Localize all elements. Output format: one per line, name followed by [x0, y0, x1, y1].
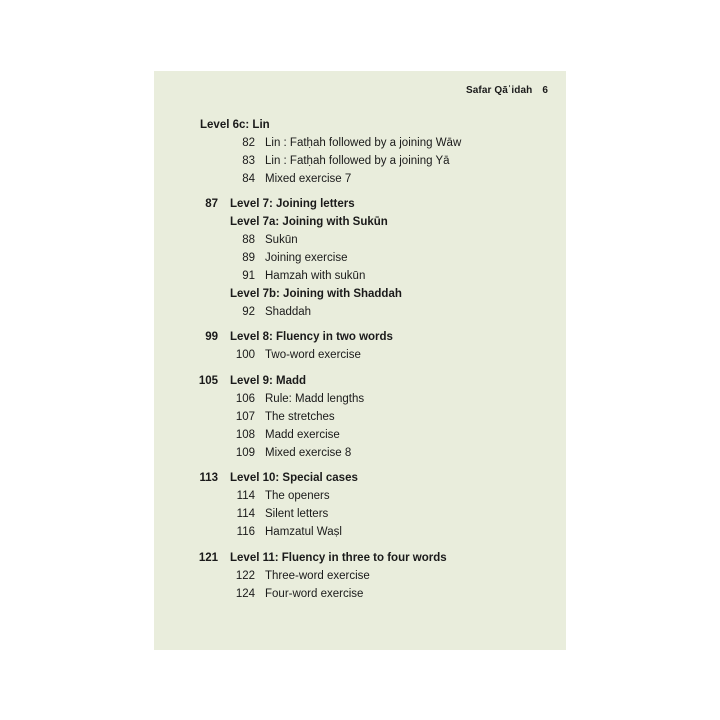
toc-entry-title: Sukūn: [265, 234, 298, 246]
toc-page-number: 100: [235, 349, 255, 361]
toc-section-heading: Level 7b: Joining with Shaddah: [230, 288, 402, 300]
toc-level-heading: Level 11: Fluency in three to four words: [230, 552, 447, 564]
toc-page-number: 83: [242, 155, 255, 167]
toc-entry-title: Mixed exercise 8: [265, 447, 352, 459]
toc-page-number: 124: [235, 588, 255, 600]
toc-page-number: 122: [235, 570, 255, 582]
toc-entry-title: The openers: [265, 490, 330, 502]
toc-entry-title: Two-word exercise: [265, 349, 361, 361]
toc-entry-title: The stretches: [265, 411, 335, 423]
toc-entry-title: Hamzah with sukūn: [265, 270, 366, 282]
toc-page-number: 114: [236, 490, 255, 502]
toc-page-number: 114: [236, 508, 255, 520]
toc-level-page-number: 87: [205, 198, 218, 210]
header-title: Safar Qāʾidah: [466, 85, 533, 96]
toc-page-number: 107: [235, 411, 255, 423]
book-page: [154, 71, 566, 650]
toc-entry-title: Four-word exercise: [265, 588, 364, 600]
toc-level-heading: Level 7: Joining letters: [230, 198, 355, 210]
toc-entry-title: Lin : Fatḥah followed by a joining Wāw: [265, 137, 462, 149]
toc-level-heading: Level 10: Special cases: [230, 472, 358, 484]
toc-level-page-number: 121: [198, 552, 218, 564]
running-header: [466, 85, 548, 96]
toc-level-page-number: 113: [199, 472, 218, 484]
toc-page-number: 116: [236, 526, 255, 538]
header-page-number: 6: [542, 85, 548, 96]
toc-page-number: 82: [242, 137, 255, 149]
toc-entry-title: Joining exercise: [265, 252, 348, 264]
toc-page-number: 108: [235, 429, 255, 441]
toc-entry-title: Silent letters: [265, 508, 329, 520]
toc-page-number: 84: [242, 173, 255, 185]
toc-level-page-number: 105: [198, 375, 218, 387]
toc-section-heading: Level 6c: Lin: [200, 119, 270, 131]
toc-entry-title: Hamzatul Waṣl: [265, 526, 342, 538]
toc-entry-title: Rule: Madd lengths: [265, 393, 365, 405]
toc-entry-title: Madd exercise: [265, 429, 340, 441]
toc-entry-title: Mixed exercise 7: [265, 173, 352, 185]
toc-level-heading: Level 9: Madd: [230, 375, 307, 387]
toc-page-number: 109: [235, 447, 255, 459]
toc-entry-title: Shaddah: [265, 306, 312, 318]
toc-entry-title: Lin : Fatḥah followed by a joining Yā: [265, 155, 450, 167]
toc-page-number: 106: [235, 393, 255, 405]
toc-level-heading: Level 8: Fluency in two words: [230, 331, 393, 343]
toc-level-page-number: 99: [205, 331, 218, 343]
toc-page-number: 88: [242, 234, 255, 246]
toc-page-number: 91: [242, 270, 255, 282]
toc-page-number: 92: [242, 306, 255, 318]
toc-entry-title: Three-word exercise: [265, 570, 370, 582]
toc-page-number: 89: [242, 252, 255, 264]
toc-section-heading: Level 7a: Joining with Sukūn: [230, 216, 388, 228]
